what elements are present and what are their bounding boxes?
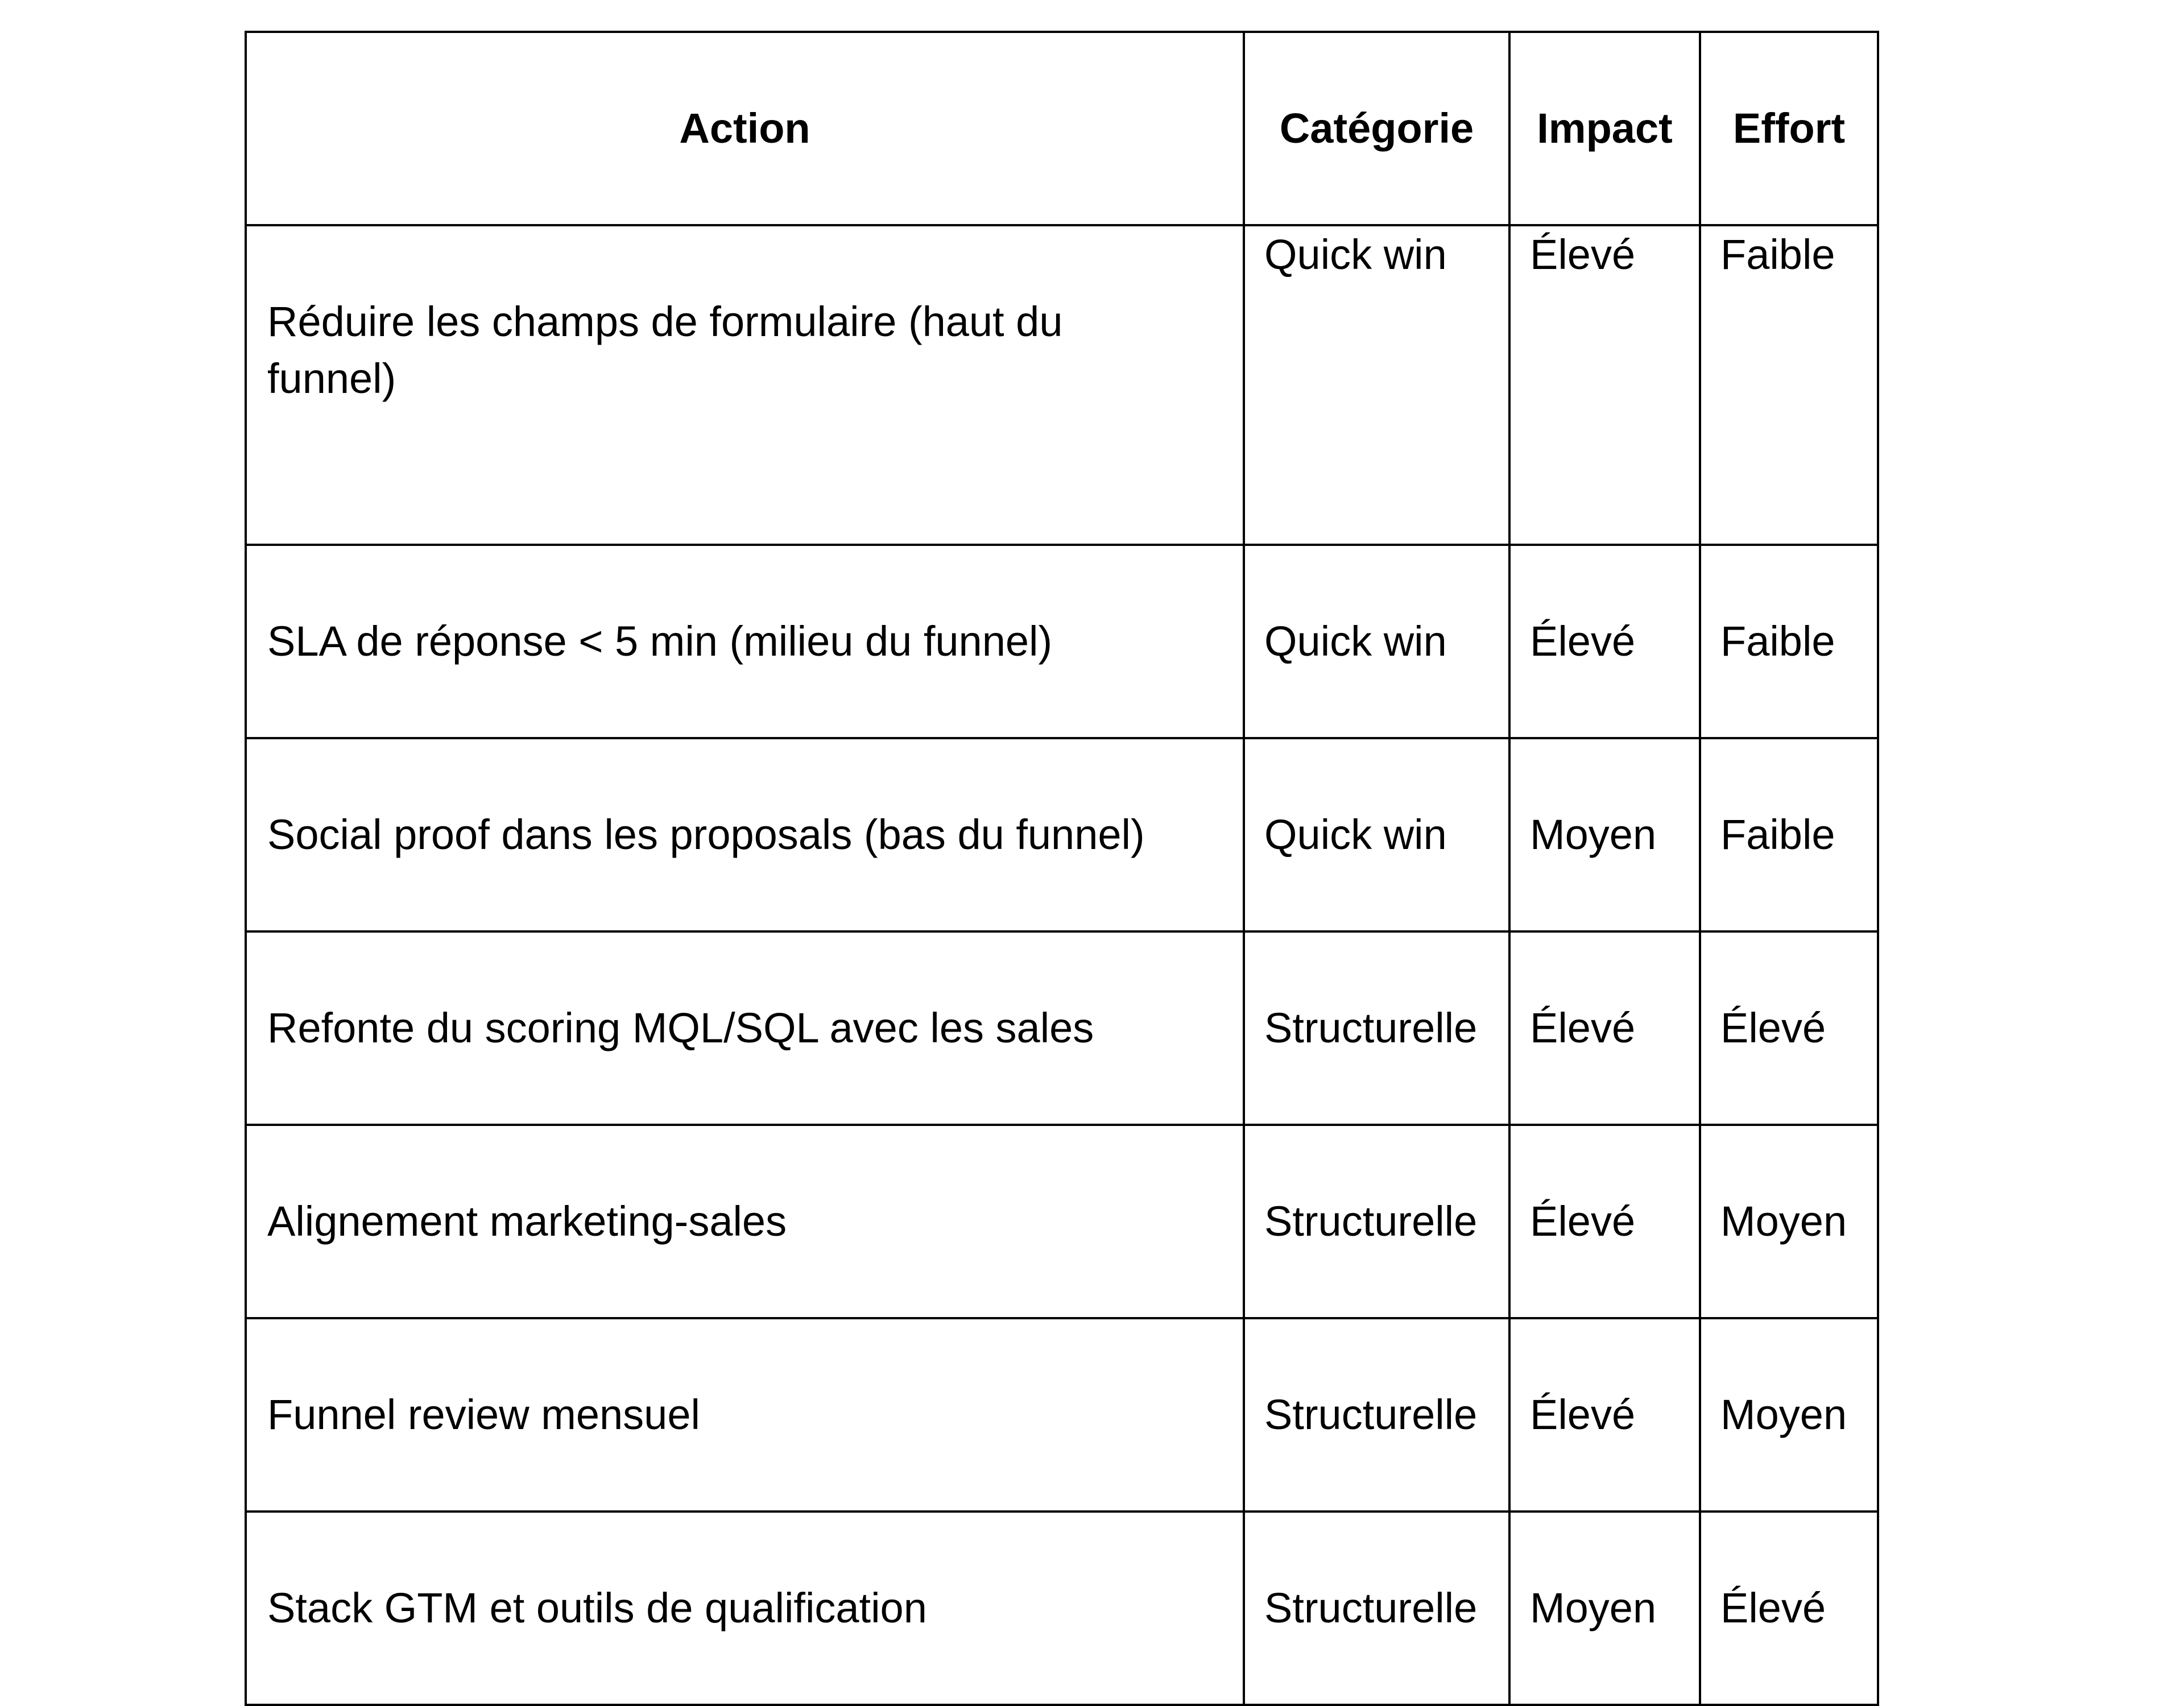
cell-category: Structurelle: [1244, 1512, 1509, 1705]
cell-action: Social proof dans les proposals (bas du funnel): [246, 738, 1244, 931]
cell-impact: Moyen: [1509, 738, 1700, 931]
cell-impact: Élevé: [1509, 1125, 1700, 1318]
cell-impact: Élevé: [1509, 1318, 1700, 1512]
table-row: [246, 225, 1878, 545]
table-row: [246, 1125, 1878, 1318]
cell-action: Funnel review mensuel: [246, 1318, 1244, 1512]
table-row: [246, 738, 1878, 931]
cell-effort: Moyen: [1700, 1125, 1878, 1318]
cell-effort: Faible: [1700, 545, 1878, 738]
table-row: [246, 1512, 1878, 1705]
cell-effort: Élevé: [1700, 1512, 1878, 1705]
cell-category: Structurelle: [1244, 931, 1509, 1125]
cell-impact: Élevé: [1509, 225, 1700, 545]
cell-effort: Élevé: [1700, 931, 1878, 1125]
cell-effort: Faible: [1700, 738, 1878, 931]
header-action: Action: [246, 32, 1244, 225]
cell-category: Quick win: [1244, 738, 1509, 931]
cell-category: Quick win: [1244, 545, 1509, 738]
header-row: [246, 32, 1878, 225]
cell-action: Stack GTM et outils de qualification: [246, 1512, 1244, 1705]
header-impact: Impact: [1509, 32, 1700, 225]
header-effort: Effort: [1700, 32, 1878, 225]
cell-impact: Élevé: [1509, 931, 1700, 1125]
cell-impact: Moyen: [1509, 1512, 1700, 1705]
action-priority-table: [245, 31, 1879, 1706]
cell-effort: Faible: [1700, 225, 1878, 545]
cell-action: Refonte du scoring MQL/SQL avec les sales: [246, 931, 1244, 1125]
table-row: [246, 545, 1878, 738]
table-row: [246, 1318, 1878, 1512]
cell-category: Structurelle: [1244, 1125, 1509, 1318]
cell-action: Alignement marketing-sales: [246, 1125, 1244, 1318]
cell-action: Réduire les champs de formulaire (haut du funnel): [246, 225, 1244, 545]
header-category: Catégorie: [1244, 32, 1509, 225]
cell-impact: Élevé: [1509, 545, 1700, 738]
cell-category: Structurelle: [1244, 1318, 1509, 1512]
cell-category: Quick win: [1244, 225, 1509, 545]
cell-effort: Moyen: [1700, 1318, 1878, 1512]
cell-action: SLA de réponse < 5 min (milieu du funnel): [246, 545, 1244, 738]
table-row: [246, 931, 1878, 1125]
